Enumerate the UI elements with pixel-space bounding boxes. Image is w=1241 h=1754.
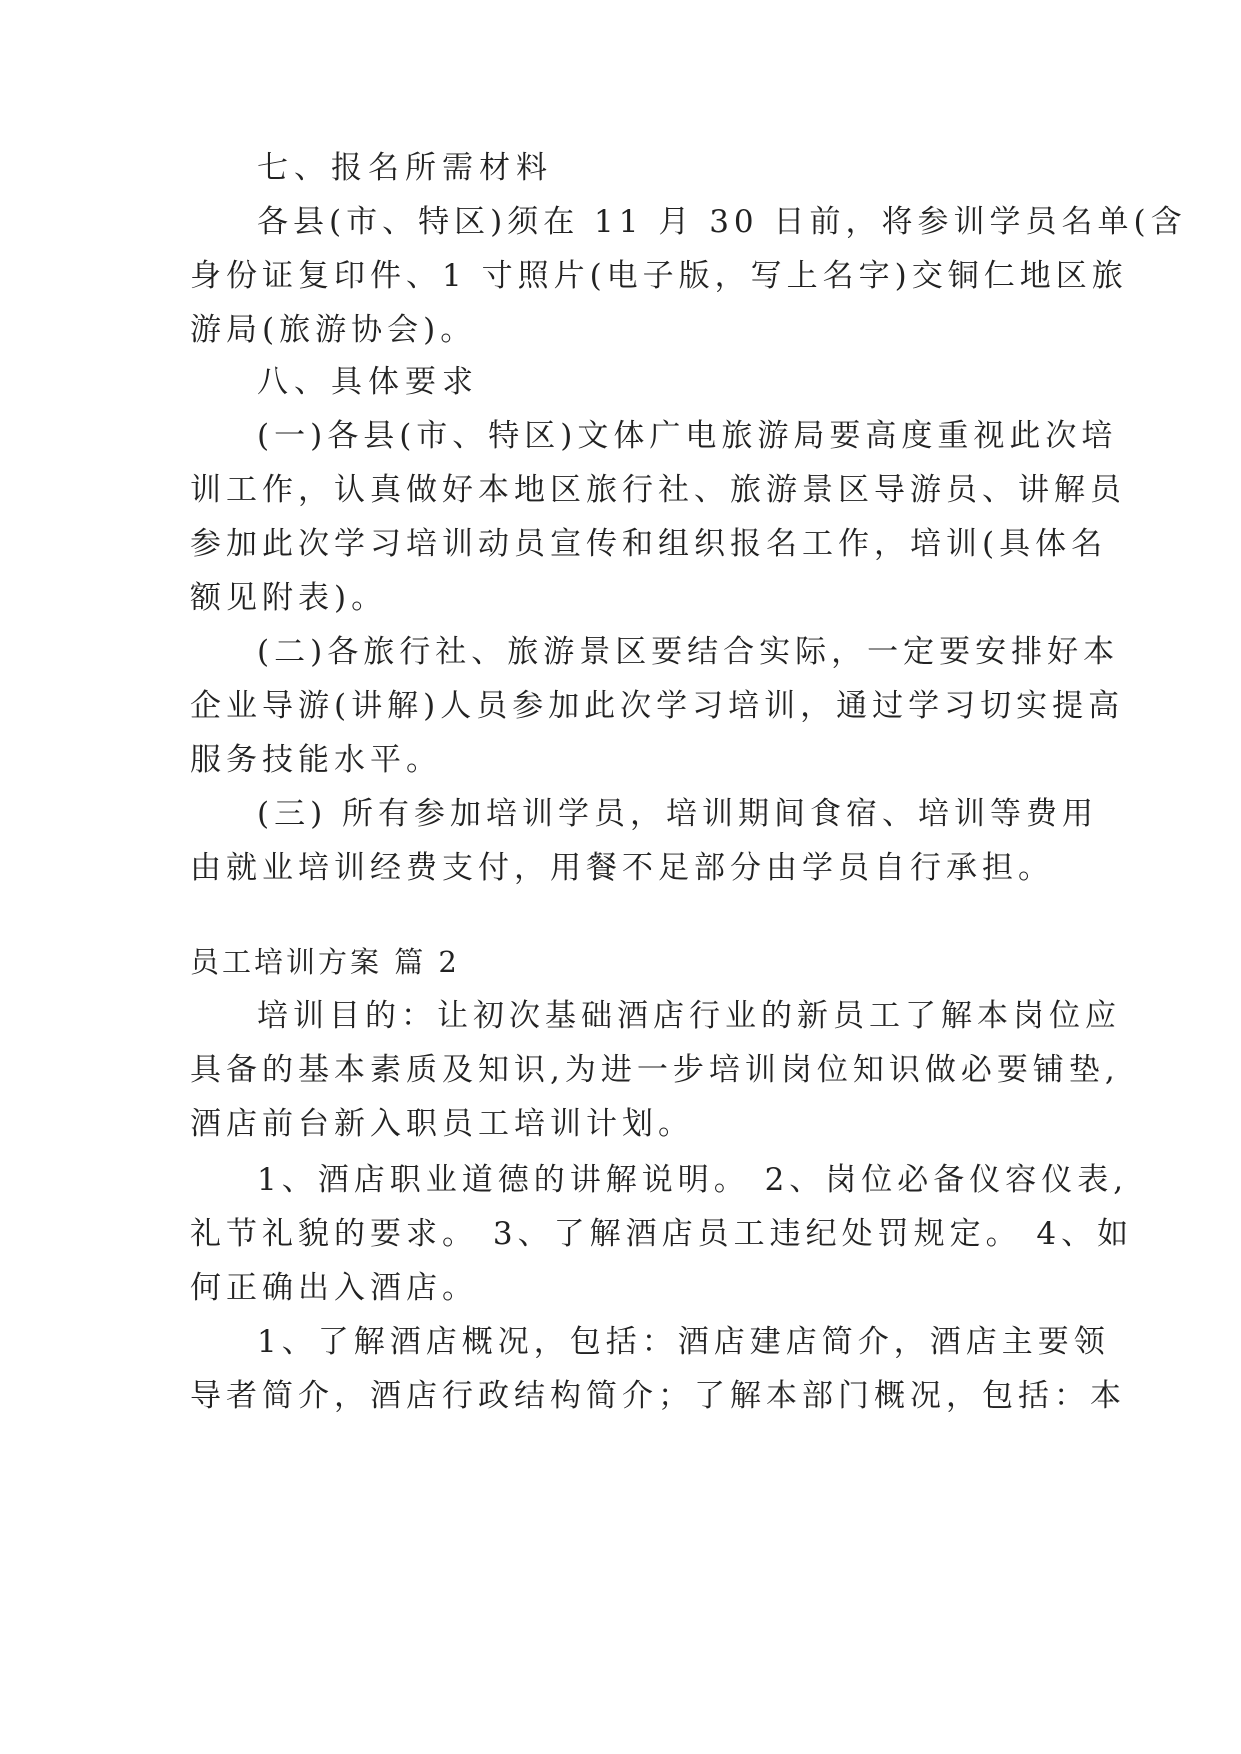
section-8-item-3-line-2: 由就业培训经费支付，用餐不足部分由学员自行承担。 [190,850,1054,886]
section-8-item-1-line-2: 训工作，认真做好本地区旅行社、旅游景区导游员、讲解员 [190,472,1126,508]
section-8-item-3-line-1: (三) 所有参加培训学员，培训期间食宿、培训等费用 [257,796,1099,832]
section-8-item-1-line-4: 额见附表)。 [190,580,388,616]
section-8-item-1-line-3: 参加此次学习培训动员宣传和组织报名工作，培训(具体名 [190,526,1108,562]
section-7-line-3: 游局(旅游协会)。 [190,312,477,348]
list-b-line-2: 导者简介，酒店行政结构简介；了解本部门概况，包括：本 [190,1378,1126,1414]
section-7-heading: 七、报名所需材料 [257,150,553,186]
section-7-line-2: 身份证复印件、1 寸照片(电子版，写上名字)交铜仁地区旅 [190,258,1128,294]
list-a-line-1: 1、酒店职业道德的讲解说明。 2、岗位必备仪容仪表, [257,1162,1129,1198]
purpose-line-2: 具备的基本素质及知识,为进一步培训岗位知识做必要铺垫, [190,1052,1120,1088]
section-8-item-2-line-3: 服务技能水平。 [190,742,442,778]
section-7-line-1: 各县(市、特区)须在 11 月 30 日前，将参训学员名单(含 [257,204,1187,240]
part-2-title: 员工培训方案 篇 2 [190,945,460,979]
list-a-line-3: 何正确出入酒店。 [190,1270,478,1306]
purpose-line-1: 培训目的：让初次基础酒店行业的新员工了解本岗位应 [257,998,1121,1034]
purpose-line-3: 酒店前台新入职员工培训计划。 [190,1106,694,1142]
list-a-line-2: 礼节礼貌的要求。 3、了解酒店员工违纪处罚规定。 4、如 [190,1216,1134,1252]
list-b-line-1: 1、了解酒店概况，包括：酒店建店简介，酒店主要领 [257,1324,1110,1360]
section-8-heading: 八、具体要求 [257,364,479,400]
section-8-item-2-line-1: (二)各旅行社、旅游景区要结合实际，一定要安排好本 [257,634,1120,670]
section-8-item-2-line-2: 企业导游(讲解)人员参加此次学习培训，通过学习切实提高 [190,688,1125,724]
section-8-item-1-line-1: (一)各县(市、特区)文体广电旅游局要高度重视此次培 [257,418,1118,454]
